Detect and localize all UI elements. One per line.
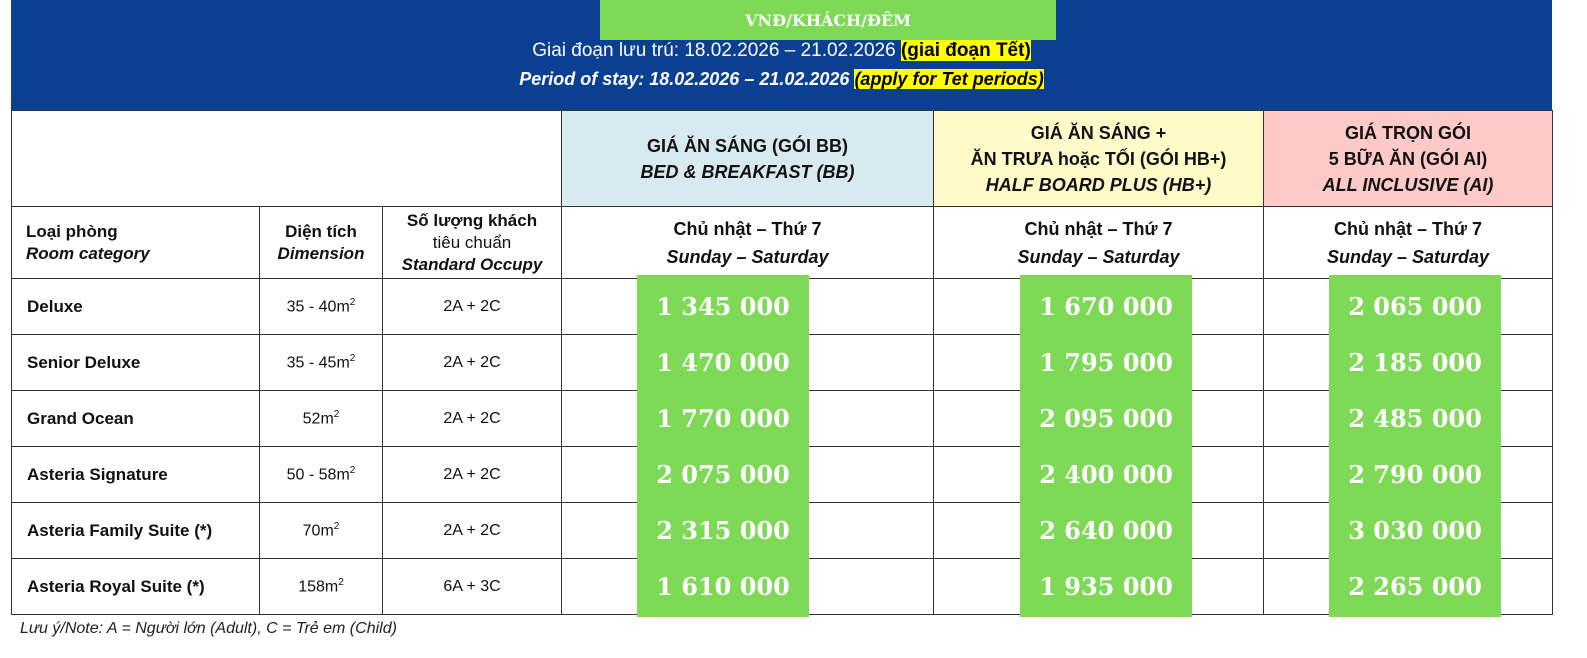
occupancy-en: Standard Occupy bbox=[401, 254, 543, 274]
package-hb-header bbox=[934, 111, 1264, 207]
price-cell-bb bbox=[562, 391, 934, 447]
room-area-value: 52m bbox=[302, 410, 334, 428]
room-category-vi: Loại phòng bbox=[26, 221, 118, 241]
room-name: Asteria Signature bbox=[12, 447, 260, 503]
room-occupancy: 2A + 2C bbox=[383, 503, 562, 559]
package-ai-line2: 5 BỮA ĂN (GÓI AI) bbox=[1328, 148, 1488, 169]
package-bb-line1: GIÁ ĂN SÁNG (GÓI BB) bbox=[647, 135, 849, 156]
table-row bbox=[12, 279, 1553, 335]
room-category-header bbox=[12, 207, 260, 279]
price-cell-hb bbox=[934, 335, 1264, 391]
room-area bbox=[260, 559, 383, 615]
room-occupancy: 6A + 3C bbox=[383, 559, 562, 615]
room-area-value: 158m bbox=[298, 578, 339, 596]
rate-table bbox=[11, 110, 1553, 615]
package-hb-line2: ĂN TRƯA hoặc TỐI (GÓI HB+) bbox=[970, 148, 1227, 169]
price-cell-hb bbox=[934, 391, 1264, 447]
package-bb-header bbox=[562, 111, 934, 207]
price-cell-hb bbox=[934, 279, 1264, 335]
area-unit-sup: 2 bbox=[349, 296, 356, 308]
room-area bbox=[260, 335, 383, 391]
days-en-bb: Sunday – Saturday bbox=[666, 246, 829, 267]
days-vi-bb: Chủ nhật – Thứ 7 bbox=[673, 218, 822, 239]
room-area-value: 70m bbox=[302, 522, 334, 540]
occupancy-header bbox=[383, 207, 562, 279]
dimension-en: Dimension bbox=[277, 243, 365, 263]
area-unit-sup: 2 bbox=[338, 576, 344, 588]
days-vi-ai: Chủ nhật – Thứ 7 bbox=[1333, 218, 1483, 239]
package-hb-line3: HALF BOARD PLUS (HB+) bbox=[985, 174, 1212, 195]
price-ai: 3 030 000 bbox=[1329, 499, 1501, 561]
package-hb-line1: GIÁ ĂN SÁNG + bbox=[1030, 122, 1167, 143]
room-area-value: 35 - 45m bbox=[286, 354, 350, 372]
price-cell-bb bbox=[562, 447, 934, 503]
days-vi-hb: Chủ nhật – Thứ 7 bbox=[1024, 218, 1173, 239]
table-row bbox=[12, 447, 1553, 503]
price-bb: 1 770 000 bbox=[637, 387, 809, 449]
price-cell-hb bbox=[934, 447, 1264, 503]
stay-period-vi-text: Giai đoạn lưu trú: 18.02.2026 – 21.02.2026 bbox=[532, 40, 896, 61]
area-unit-sup: 2 bbox=[333, 408, 340, 420]
area-unit-sup: 2 bbox=[349, 352, 356, 364]
stay-period-vi bbox=[0, 40, 1563, 62]
room-occupancy: 2A + 2C bbox=[383, 391, 562, 447]
room-occupancy: 2A + 2C bbox=[383, 447, 562, 503]
package-header-row bbox=[12, 111, 1553, 207]
days-header-bb bbox=[562, 207, 934, 279]
table-row bbox=[12, 503, 1553, 559]
price-hb: 1 935 000 bbox=[1020, 555, 1192, 617]
currency-badge: VNĐ/KHÁCH/ĐÊM bbox=[600, 0, 1056, 40]
price-cell-ai bbox=[1264, 279, 1553, 335]
price-ai: 2 185 000 bbox=[1329, 331, 1501, 393]
occupancy-vi2: tiêu chuẩn bbox=[432, 232, 512, 252]
price-hb: 2 095 000 bbox=[1020, 387, 1192, 449]
price-hb: 2 640 000 bbox=[1020, 499, 1192, 561]
price-ai: 2 265 000 bbox=[1329, 555, 1501, 617]
blank-header-cell bbox=[12, 111, 562, 207]
room-category-en: Room category bbox=[26, 243, 150, 263]
price-hb: 2 400 000 bbox=[1020, 443, 1192, 505]
table-row bbox=[12, 391, 1553, 447]
table-row bbox=[12, 559, 1553, 615]
price-cell-bb bbox=[562, 503, 934, 559]
price-hb: 1 670 000 bbox=[1020, 275, 1192, 337]
room-occupancy: 2A + 2C bbox=[383, 279, 562, 335]
stay-period-en-text: Period of stay: 18.02.2026 – 21.02.2026 bbox=[519, 69, 850, 89]
days-header-ai bbox=[1264, 207, 1553, 279]
price-cell-ai bbox=[1264, 559, 1553, 615]
room-area bbox=[260, 391, 383, 447]
room-area-value: 35 - 40m bbox=[286, 298, 350, 316]
package-ai-line1: GIÁ TRỌN GÓI bbox=[1345, 122, 1472, 143]
stay-period-vi-highlight: (giai đoạn Tết) bbox=[900, 40, 1031, 61]
room-occupancy: 2A + 2C bbox=[383, 335, 562, 391]
price-hb: 1 795 000 bbox=[1020, 331, 1192, 393]
price-cell-bb bbox=[562, 335, 934, 391]
price-bb: 2 075 000 bbox=[637, 443, 809, 505]
room-area bbox=[260, 279, 383, 335]
price-bb: 2 315 000 bbox=[637, 499, 809, 561]
area-unit-sup: 2 bbox=[349, 464, 356, 476]
dimension-vi: Diện tích bbox=[285, 221, 357, 241]
days-en-hb: Sunday – Saturday bbox=[1017, 246, 1180, 267]
price-ai: 2 485 000 bbox=[1329, 387, 1501, 449]
table-row bbox=[12, 335, 1553, 391]
stay-period-en bbox=[0, 69, 1563, 90]
room-area bbox=[260, 503, 383, 559]
price-bb: 1 345 000 bbox=[637, 275, 809, 337]
room-name: Deluxe bbox=[12, 279, 260, 335]
package-ai-header bbox=[1264, 111, 1553, 207]
price-cell-bb bbox=[562, 559, 934, 615]
price-cell-ai bbox=[1264, 335, 1553, 391]
price-cell-ai bbox=[1264, 447, 1553, 503]
stay-period-en-highlight: (apply for Tet periods) bbox=[854, 69, 1044, 89]
price-ai: 2 065 000 bbox=[1329, 275, 1501, 337]
price-cell-bb bbox=[562, 279, 934, 335]
footnote: Lưu ý/Note: A = Người lớn (Adult), C = Trẻ em (Child) bbox=[20, 620, 397, 637]
price-ai: 2 790 000 bbox=[1329, 443, 1501, 505]
room-name: Grand Ocean bbox=[12, 391, 260, 447]
price-cell-ai bbox=[1264, 391, 1553, 447]
days-en-ai: Sunday – Saturday bbox=[1326, 246, 1490, 267]
room-name: Asteria Family Suite (*) bbox=[12, 503, 260, 559]
price-bb: 1 610 000 bbox=[637, 555, 809, 617]
days-header-hb bbox=[934, 207, 1264, 279]
price-cell-hb bbox=[934, 503, 1264, 559]
package-bb-line2: BED & BREAKFAST (BB) bbox=[640, 161, 855, 182]
price-cell-ai bbox=[1264, 503, 1553, 559]
occupancy-vi1: Số lượng khách bbox=[406, 210, 538, 230]
room-area-value: 50 - 58m bbox=[286, 466, 350, 484]
price-bb: 1 470 000 bbox=[637, 331, 809, 393]
package-ai-line3: ALL INCLUSIVE (AI) bbox=[1322, 174, 1494, 195]
room-name: Senior Deluxe bbox=[12, 335, 260, 391]
dimension-header bbox=[260, 207, 383, 279]
room-area bbox=[260, 447, 383, 503]
area-unit-sup: 2 bbox=[333, 520, 340, 532]
column-header-row bbox=[12, 207, 1553, 279]
room-name: Asteria Royal Suite (*) bbox=[12, 559, 260, 615]
price-cell-hb bbox=[934, 559, 1264, 615]
